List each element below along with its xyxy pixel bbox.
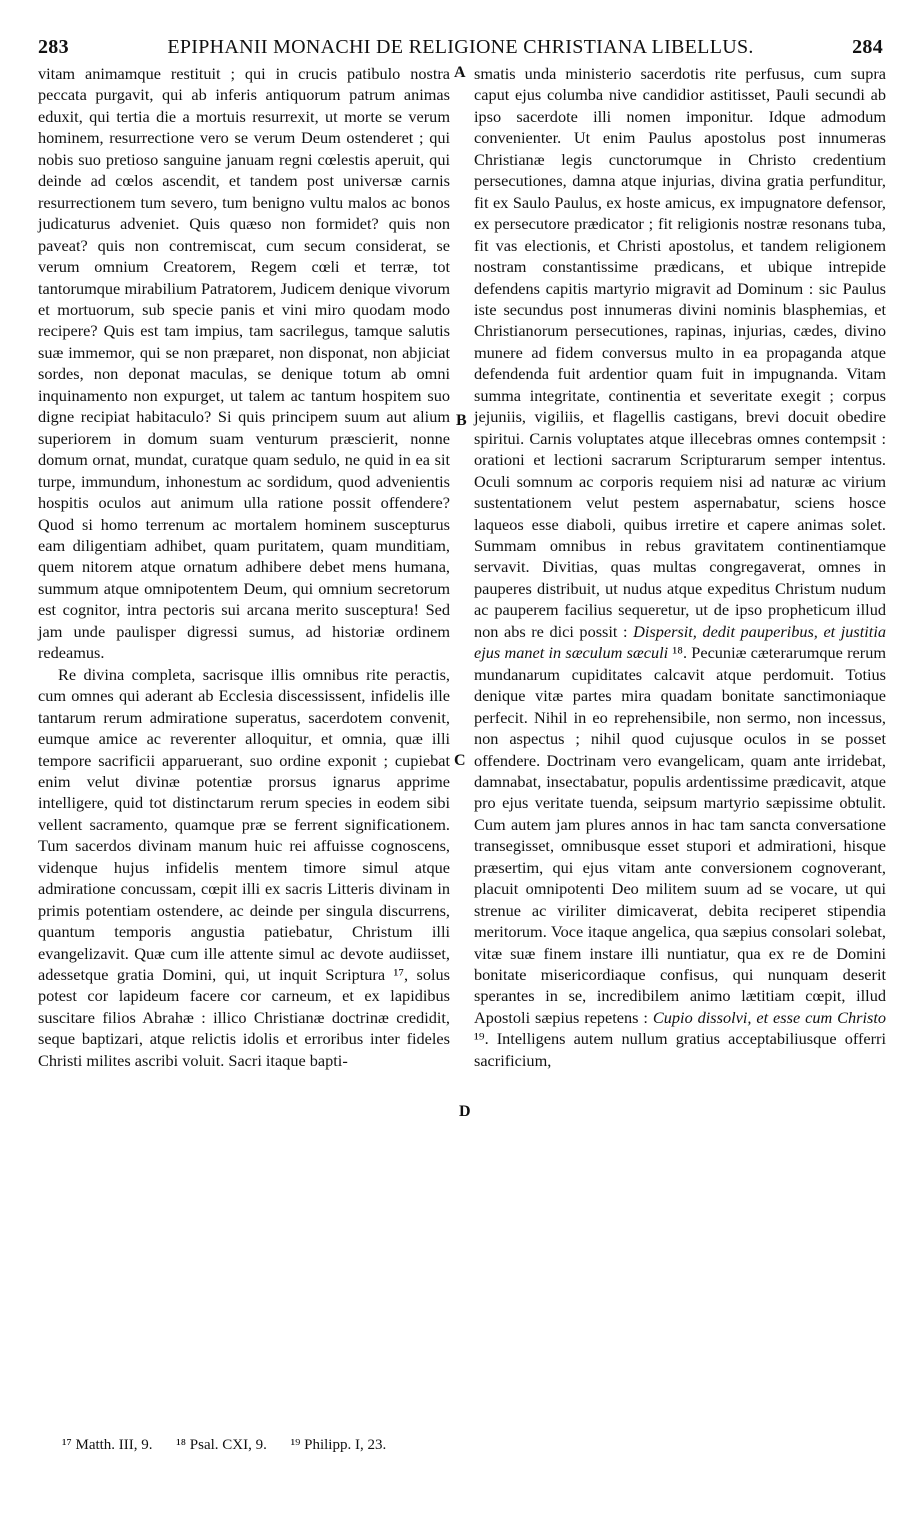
left-paragraph-1: vitam animamque restituit ; qui in crucis patibulo nostra peccata purgavit, qui ab inferis antiquorum patrum animas eduxit, qui tertia die a mortuis resurrexit, ut morte se verum hominem, resurrectione vero se verum Deum ostenderet ; qui nobis suo pretioso sanguine januam regni cœlestis aperuit, qui deinde ad cœlos ascendit, et tandem post universæ carnis resurrectionem tum severo, tum benigno vultu malos ac bonos judicaturus adveniet. Quis quæso non formidet? quis non paveat? quis non contremiscat, cum secum considerat, se verum omnium Creatorem, Regem cœli et terræ, tot tantorumque mirabilium Patratorem, Judicem denique vivorum et mortuorum, sub specie panis et vini miro quodam modo recipere? Quis est tam impius, tam sacrilegus, tamque salutis suæ immemor, qui se non præparet, non disponat, non abjiciat sordes, non deponat maculas, se denique totum ab omni inquinamento non expurget, ut talem ac tantum hospitem suo digne recipiat habitaculo? Si quis principem suum aut alium superiorem in domum suam venturum præscierit, nonne domum ornat, mundat, curatque quam sedulo, ne quid in ea sit turpe, immundum, inhonestum ac sordidum, quod advenientis hospitis oculos aut animum ulla ratione possit offendere? Quod si homo terrenum ac mortalem hominem suscepturus eam diligentiam adhibet, quam puritatem, quam munditiam, quem nitorem atque ornatum adhibere debet mens humana, summum atque omnipotentem Deum, qui omnium secretorum est cognitor, intra pectoris sui arcana merito susceptura! Sed jam unde paulisper digressi sumus, ad historiæ ordinem redeamus.: [38, 64, 450, 663]
margin-marker-d: D: [459, 1103, 471, 1120]
right-column: [474, 63, 886, 1071]
footnote-17: ¹⁷ Matth. III, 9.: [62, 1437, 153, 1453]
right-paragraph: [474, 63, 886, 1071]
left-column: [38, 63, 450, 1071]
right-text-part-3: . Intelligens autem nullum gratius acceptabiliusque offerri sacrificium,: [474, 1029, 886, 1070]
scripture-quote-2: Cupio dissolvi, et esse cum Christo: [652, 1007, 887, 1027]
footnote-19: ¹⁹ Philipp. I, 23.: [290, 1437, 387, 1453]
footnote-ref-18: ¹⁸: [672, 643, 683, 663]
footnotes: [62, 1436, 406, 1454]
page-number-left: 283: [38, 36, 69, 58]
left-paragraph-2: Re divina completa, sacrisque illis omnibus rite peractis, cum omnes qui aderant ab Ecclesia discessissent, infidelis ille tantarum rerum admiratione superatus, sacerdotem convenit, eumque amice ac reverenter alloquitur, et omnia, quæ illi tempore sacrificii apparuerant, suo ordine exponit ; cupiebat enim velut divinæ potentiæ prorsus ignarus apprime intelligere, quid tot distinctarum rerum species in eodem sibi vellent sacramento, quamque præ se ferrent significationem. Tum sacerdos divinam manum huic rei affuisse cognoscens, videnque hujus infidelis mentem timore simul atque admiratione concussam, cœpit illi ex sacris Litteris divinam in primis potentiam ostendere, ac deinde per singula discurrens, quantum temporis angustia patiebatur, Christum illi evangelizavit. Quæ cum ille attente simul ac devote audiisset, adessetque gratia Domini, qui, ut inquit Scriptura ¹⁷, solus potest cor lapideum facere cor carneum, et ex lapidibus suscitare filios Abrahæ : illico Christianæ doctrinæ credidit, seque baptizari, atque relictis idolis et erroribus inter fideles Christi milites ascribi voluit. Sacri itaque bapti-: [38, 664, 450, 1070]
running-header: [38, 36, 883, 58]
running-title: EPIPHANII MONACHI DE RELIGIONE CHRISTIANA LIBELLUS.: [167, 36, 754, 58]
footnote-18: ¹⁸ Psal. CXI, 9.: [176, 1437, 267, 1453]
scripture-quote-1: Dispersit, dedit pauperibus, et justitia ejus manet in sæculum sæculi: [474, 621, 886, 663]
margin-marker-b: B: [456, 412, 467, 429]
margin-marker-a: A: [454, 64, 466, 81]
footnote-ref-19: ¹⁹: [474, 1029, 485, 1049]
right-text-part-1: smatis unda ministerio sacerdotis rite perfusus, cum supra caput ejus columba nive candidior astitisset, Pauli secundi ab ipso sacerdote illi nomen imponitur. Idque admodum convenienter. Ut enim Paulus apostolus post innumeras Christianæ legis cunctorumque in Christo credentium persecutiones, damna atque injurias, divina gratia perfunditur, fit ex Saulo Paulus, ex hoste amicus, ex impugnatore defensor, ex persecutore prædicator ; fit religionis nostræ resonans tuba, fit vas electionis, et Christi apostolus, et tandem religionem nostram constantissime prædicans, et ubique intrepide defendens capitis martyrio migravit ad Dominum : sic Paulus iste secundus post innumeras divini nominis blasphemias, et Christianorum persecutiones, rapinas, injurias, cædes, divino munere ad fidem conversus multo in ea propaganda atque defendenda fuit ardentior quam fuit in impugnanda. Vitam summa integritate, continentia et severitate exegit ; corpus jejuniis, vigiliis, et flagellis castigans, brevi docuit obedire spiritui. Carnis voluptates atque illecebras omnes contempsit : orationi et lectioni sacrarum Scripturarum semper intentus. Oculi somnum ac corporis requiem nisi ad naturæ ac virium sustentationem velut pestem aspernabatur, sciens hosce laqueos esse diaboli, quibus irretire et capere animas solet. Summam omnibus in rebus gravitatem continentiamque servavit. Divitias, quas multas congregaverat, omnes in pauperes distribuit, ut nudus atque expeditus Christum nudum ac pauperem facilius sequeretur, ut de ipso propheticum illud non abs re dici possit :: [474, 64, 886, 641]
right-text-part-2: . Pecuniæ cæterarumque rerum mundanarum cupiditates calcavit atque perdomuit. Totius denique vitæ partes mira quadam bonitate sanctimoniaque perfecit. Nihil in eo reprehensibile, non sermo, non incessus, non aspectus ; nihil quod cujusque oculos in se posset offendere. Doctrinam vero evangelicam, quam ante irridebat, damnabat, insectabatur, populis ardentissime prædicavit, atque pro ejus veritate tuenda, seipsum martyrio sæpissime obtulit. Cum autem jam plures annos in hac tam sancta conversatione transegisset, omnibusque esset stupori et admirationi, hisque præsertim, qui ejus vitam ante conversionem cognoverant, placuit omnipotenti Deo militem suum ad se vocare, ut qui strenue ac viriliter dimicaverat, debita reciperet stipendia meritorum. Voce itaque angelica, qua sæpius consolari solebat, vitæ suæ finem instare illi nuntiatur, qua ex re de Domini bonitate misericordiaque confisus, qui nunquam deserit sperantes in se, incredibilem animo lætitiam cœpit, illud Apostoli sæpius repetens :: [474, 643, 886, 1027]
page-number-right: 284: [852, 36, 883, 58]
margin-marker-c: C: [454, 752, 466, 769]
